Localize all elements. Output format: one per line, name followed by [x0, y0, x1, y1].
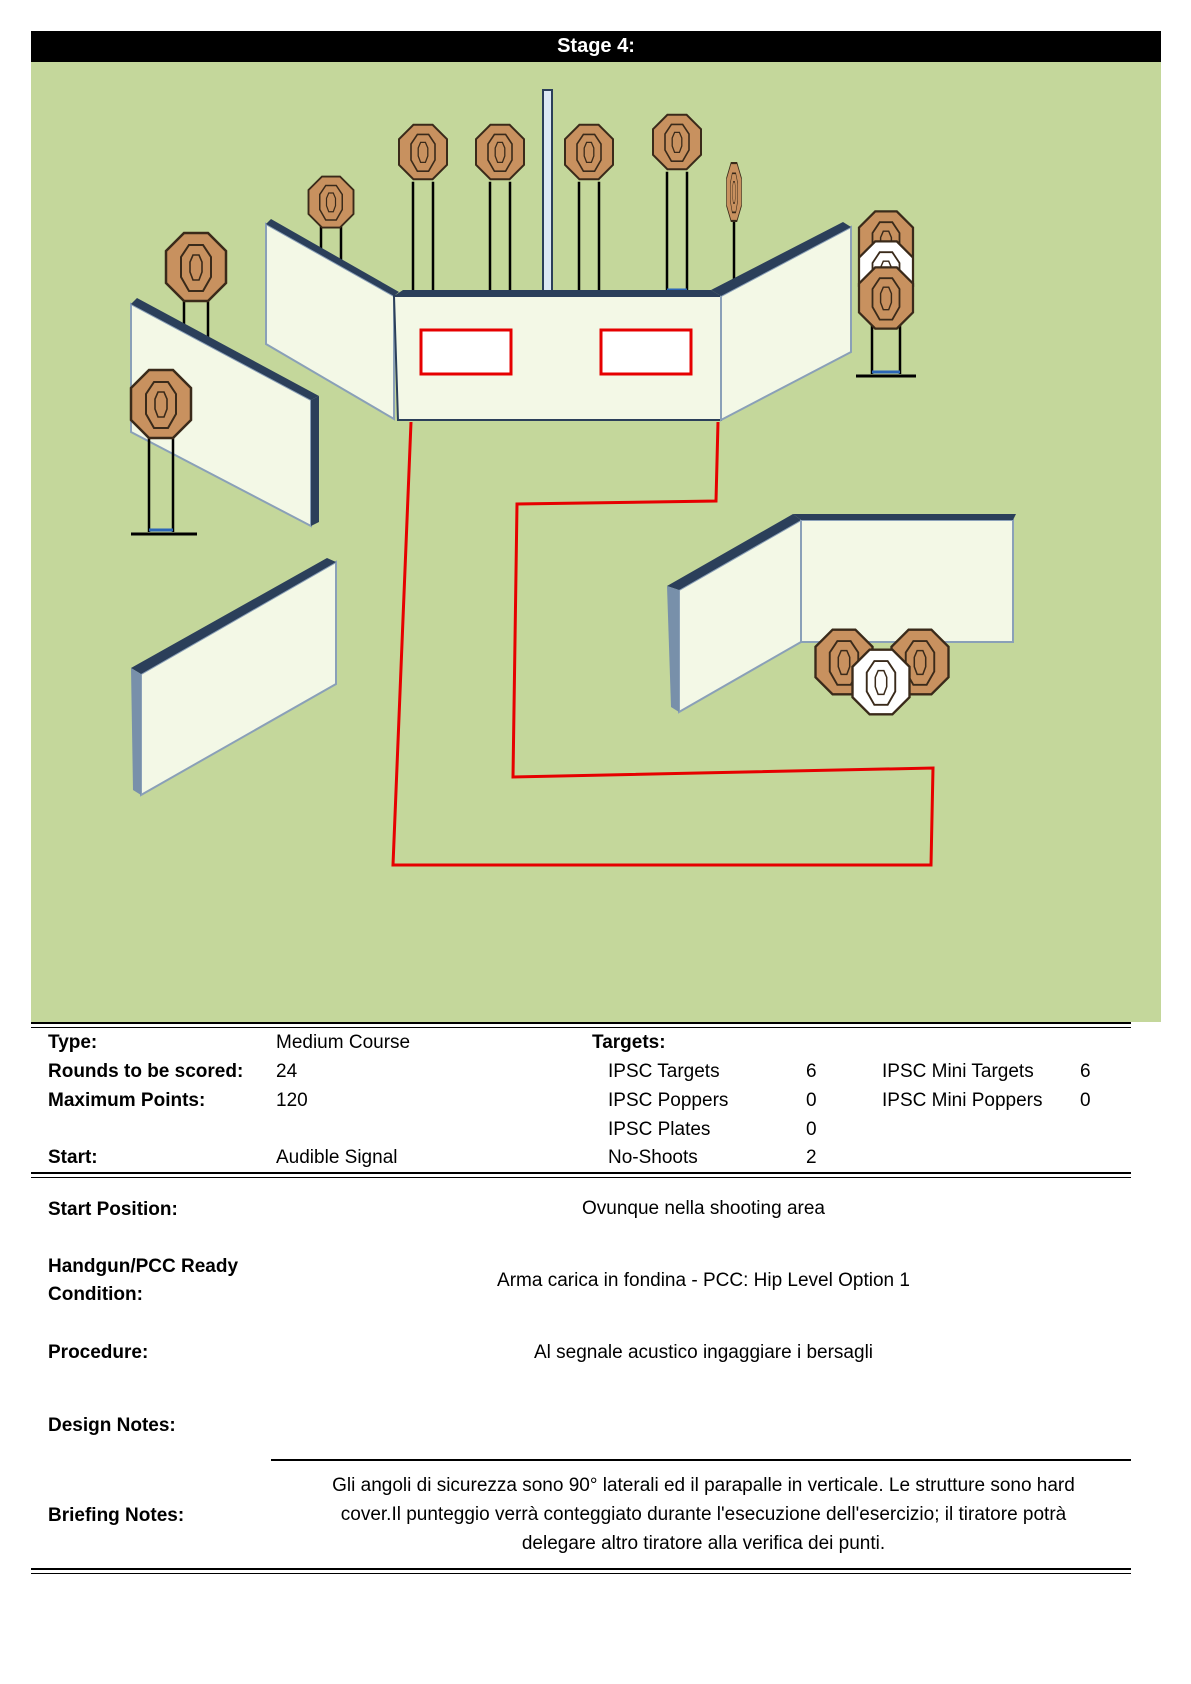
max-points-label: Maximum Points: — [48, 1090, 206, 1111]
center-pole — [543, 90, 552, 295]
ipsc-poppers-label: IPSC Poppers — [608, 1090, 729, 1111]
briefing-line-2: cover.Il punteggio verrà conteggiato durante l'esecuzione dell'esercizio; il tiratore potrà — [340, 1504, 1067, 1525]
window-left — [421, 330, 511, 374]
ipsc-target — [565, 125, 613, 306]
no-shoot-target — [853, 650, 910, 715]
ready-condition-label-1: Handgun/PCC Ready — [48, 1256, 239, 1277]
start-position-value: Ovunque nella shooting area — [582, 1198, 825, 1219]
divider — [31, 1172, 1131, 1178]
ipsc-mini-poppers-count: 0 — [1080, 1090, 1091, 1111]
ipsc-mini-targets-count: 6 — [1080, 1061, 1091, 1082]
briefing-line-1: Gli angoli di sicurezza sono 90° laterali ed il parapalle in verticale. Le strutture sono hard — [332, 1475, 1075, 1496]
ipsc-mini-targets-label: IPSC Mini Targets — [882, 1061, 1034, 1082]
ipsc-mini-poppers-label: IPSC Mini Poppers — [882, 1090, 1043, 1111]
stage-diagram — [31, 62, 1161, 1022]
stage-title: Stage 4: — [31, 31, 1161, 62]
briefing-notes-label: Briefing Notes: — [48, 1505, 185, 1526]
stage-diagram-svg — [31, 62, 1161, 1022]
no-shoots-count: 2 — [806, 1147, 817, 1168]
ipsc-targets-count: 6 — [806, 1061, 817, 1082]
start-position-label: Start Position: — [48, 1199, 178, 1220]
start-label: Start: — [48, 1147, 98, 1168]
ipsc-target — [653, 115, 701, 296]
type-value: Medium Course — [276, 1032, 411, 1053]
window-right — [601, 330, 691, 374]
wall-back-right — [711, 222, 851, 420]
ipsc-target — [476, 125, 524, 306]
design-notes-label: Design Notes: — [48, 1415, 176, 1436]
type-label: Type: — [48, 1032, 98, 1053]
ready-condition-label-2: Condition: — [48, 1284, 143, 1305]
ipsc-plates-count: 0 — [806, 1119, 817, 1140]
procedure-value: Al segnale acustico ingaggiare i bersagli — [533, 1342, 874, 1363]
wall-lower-left — [131, 558, 336, 795]
ipsc-plates-label: IPSC Plates — [608, 1119, 711, 1140]
divider — [31, 1022, 1131, 1028]
wall-center — [394, 290, 721, 420]
ipsc-target-edge — [727, 163, 742, 282]
targets-label: Targets: — [592, 1032, 666, 1053]
briefing-line-3: delegare altro tiratore alla verifica dei punti. — [521, 1533, 886, 1554]
ipsc-poppers-count: 0 — [806, 1090, 817, 1111]
max-points-value: 120 — [276, 1090, 308, 1111]
target-cluster-right — [856, 211, 916, 376]
procedure-label: Procedure: — [48, 1342, 149, 1363]
start-value: Audible Signal — [276, 1147, 398, 1168]
ready-condition-value: Arma carica in fondina - PCC: Hip Level Option 1 — [497, 1270, 910, 1291]
rounds-value: 24 — [276, 1061, 298, 1082]
no-shoots-label: No-Shoots — [608, 1147, 698, 1168]
divider — [271, 1459, 1131, 1461]
ipsc-target — [859, 267, 913, 328]
ipsc-targets-label: IPSC Targets — [608, 1061, 720, 1082]
ipsc-target — [399, 125, 447, 306]
divider — [31, 1568, 1131, 1574]
rounds-label: Rounds to be scored: — [48, 1061, 244, 1082]
